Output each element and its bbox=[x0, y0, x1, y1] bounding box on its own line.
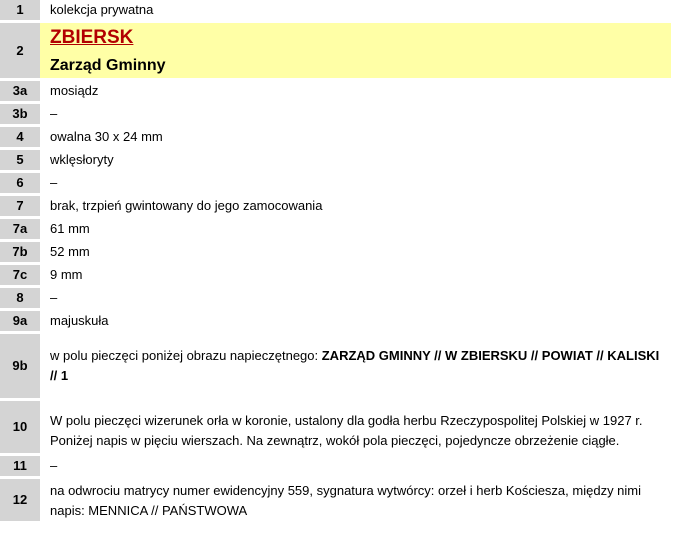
record-row bbox=[0, 195, 671, 218]
row-number: 1 bbox=[0, 0, 40, 22]
record-row bbox=[0, 218, 671, 241]
row-number: 6 bbox=[0, 172, 40, 195]
record-row bbox=[0, 287, 671, 310]
row-number: 12 bbox=[0, 478, 40, 523]
record-row bbox=[0, 478, 671, 523]
reverse-value: na odwrociu matrycy numer ewidencyjny 559, sygnatura wytwórcy: orzeł i herb Kościesza, między nimi napis: MENNICA // PAŃSTWOWA bbox=[40, 478, 671, 523]
city-title-link[interactable]: ZBIERSK bbox=[50, 27, 134, 48]
height-value: 61 mm bbox=[40, 218, 671, 241]
inscription-intro: w polu pieczęci poniżej obrazu napieczętnego: bbox=[50, 348, 322, 363]
inscription-text: ZARZĄD GMINNY // W ZBIERSKU // POWIAT // KALISKI // 1 bbox=[50, 348, 660, 383]
width-value: 52 mm bbox=[40, 241, 671, 264]
row-value: – bbox=[40, 455, 671, 478]
row-number: 7b bbox=[0, 241, 40, 264]
row-number: 7 bbox=[0, 195, 40, 218]
shape-size-value: owalna 30 x 24 mm bbox=[40, 126, 671, 149]
record-row bbox=[0, 264, 671, 287]
row-number: 11 bbox=[0, 455, 40, 478]
technique-value: wklęsłoryty bbox=[40, 149, 671, 172]
organization-title: Zarząd Gminny bbox=[50, 57, 166, 74]
record-row bbox=[0, 80, 671, 103]
record-row bbox=[0, 0, 671, 22]
record-row bbox=[0, 310, 671, 333]
collection-value: kolekcja prywatna bbox=[40, 0, 671, 22]
material-value: mosiądz bbox=[40, 80, 671, 103]
row-value: – bbox=[40, 172, 671, 195]
row-number: 9a bbox=[0, 310, 40, 333]
row-number: 7c bbox=[0, 264, 40, 287]
row-number: 4 bbox=[0, 126, 40, 149]
script-value: majuskuła bbox=[40, 310, 671, 333]
row-number: 5 bbox=[0, 149, 40, 172]
record-row bbox=[0, 333, 671, 400]
record-row bbox=[0, 400, 671, 455]
row-value: – bbox=[40, 287, 671, 310]
row-value: – bbox=[40, 103, 671, 126]
record-row bbox=[0, 455, 671, 478]
record-row bbox=[0, 103, 671, 126]
record-row bbox=[0, 241, 671, 264]
row-number: 7a bbox=[0, 218, 40, 241]
row-number: 3a bbox=[0, 80, 40, 103]
row-number: 8 bbox=[0, 287, 40, 310]
depth-value: 9 mm bbox=[40, 264, 671, 287]
row-number: 9b bbox=[0, 333, 40, 400]
inscription-value bbox=[40, 333, 671, 400]
row-number: 3b bbox=[0, 103, 40, 126]
description-value: W polu pieczęci wizerunek orła w koronie, ustalony dla godła herbu Rzeczypospolitej Polskiej w 1927 r. Poniżej napis w pięciu wierszach. Na zewnątrz, wokół pola pieczęci, pojedyncze obrzeżenie ciągłe. bbox=[40, 400, 671, 455]
title-cell bbox=[40, 22, 671, 80]
row-number: 10 bbox=[0, 400, 40, 455]
record-row bbox=[0, 126, 671, 149]
record-row bbox=[0, 172, 671, 195]
record-row bbox=[0, 149, 671, 172]
handle-value: brak, trzpień gwintowany do jego zamocowania bbox=[40, 195, 671, 218]
record-row-title bbox=[0, 22, 671, 80]
row-number: 2 bbox=[0, 22, 40, 80]
